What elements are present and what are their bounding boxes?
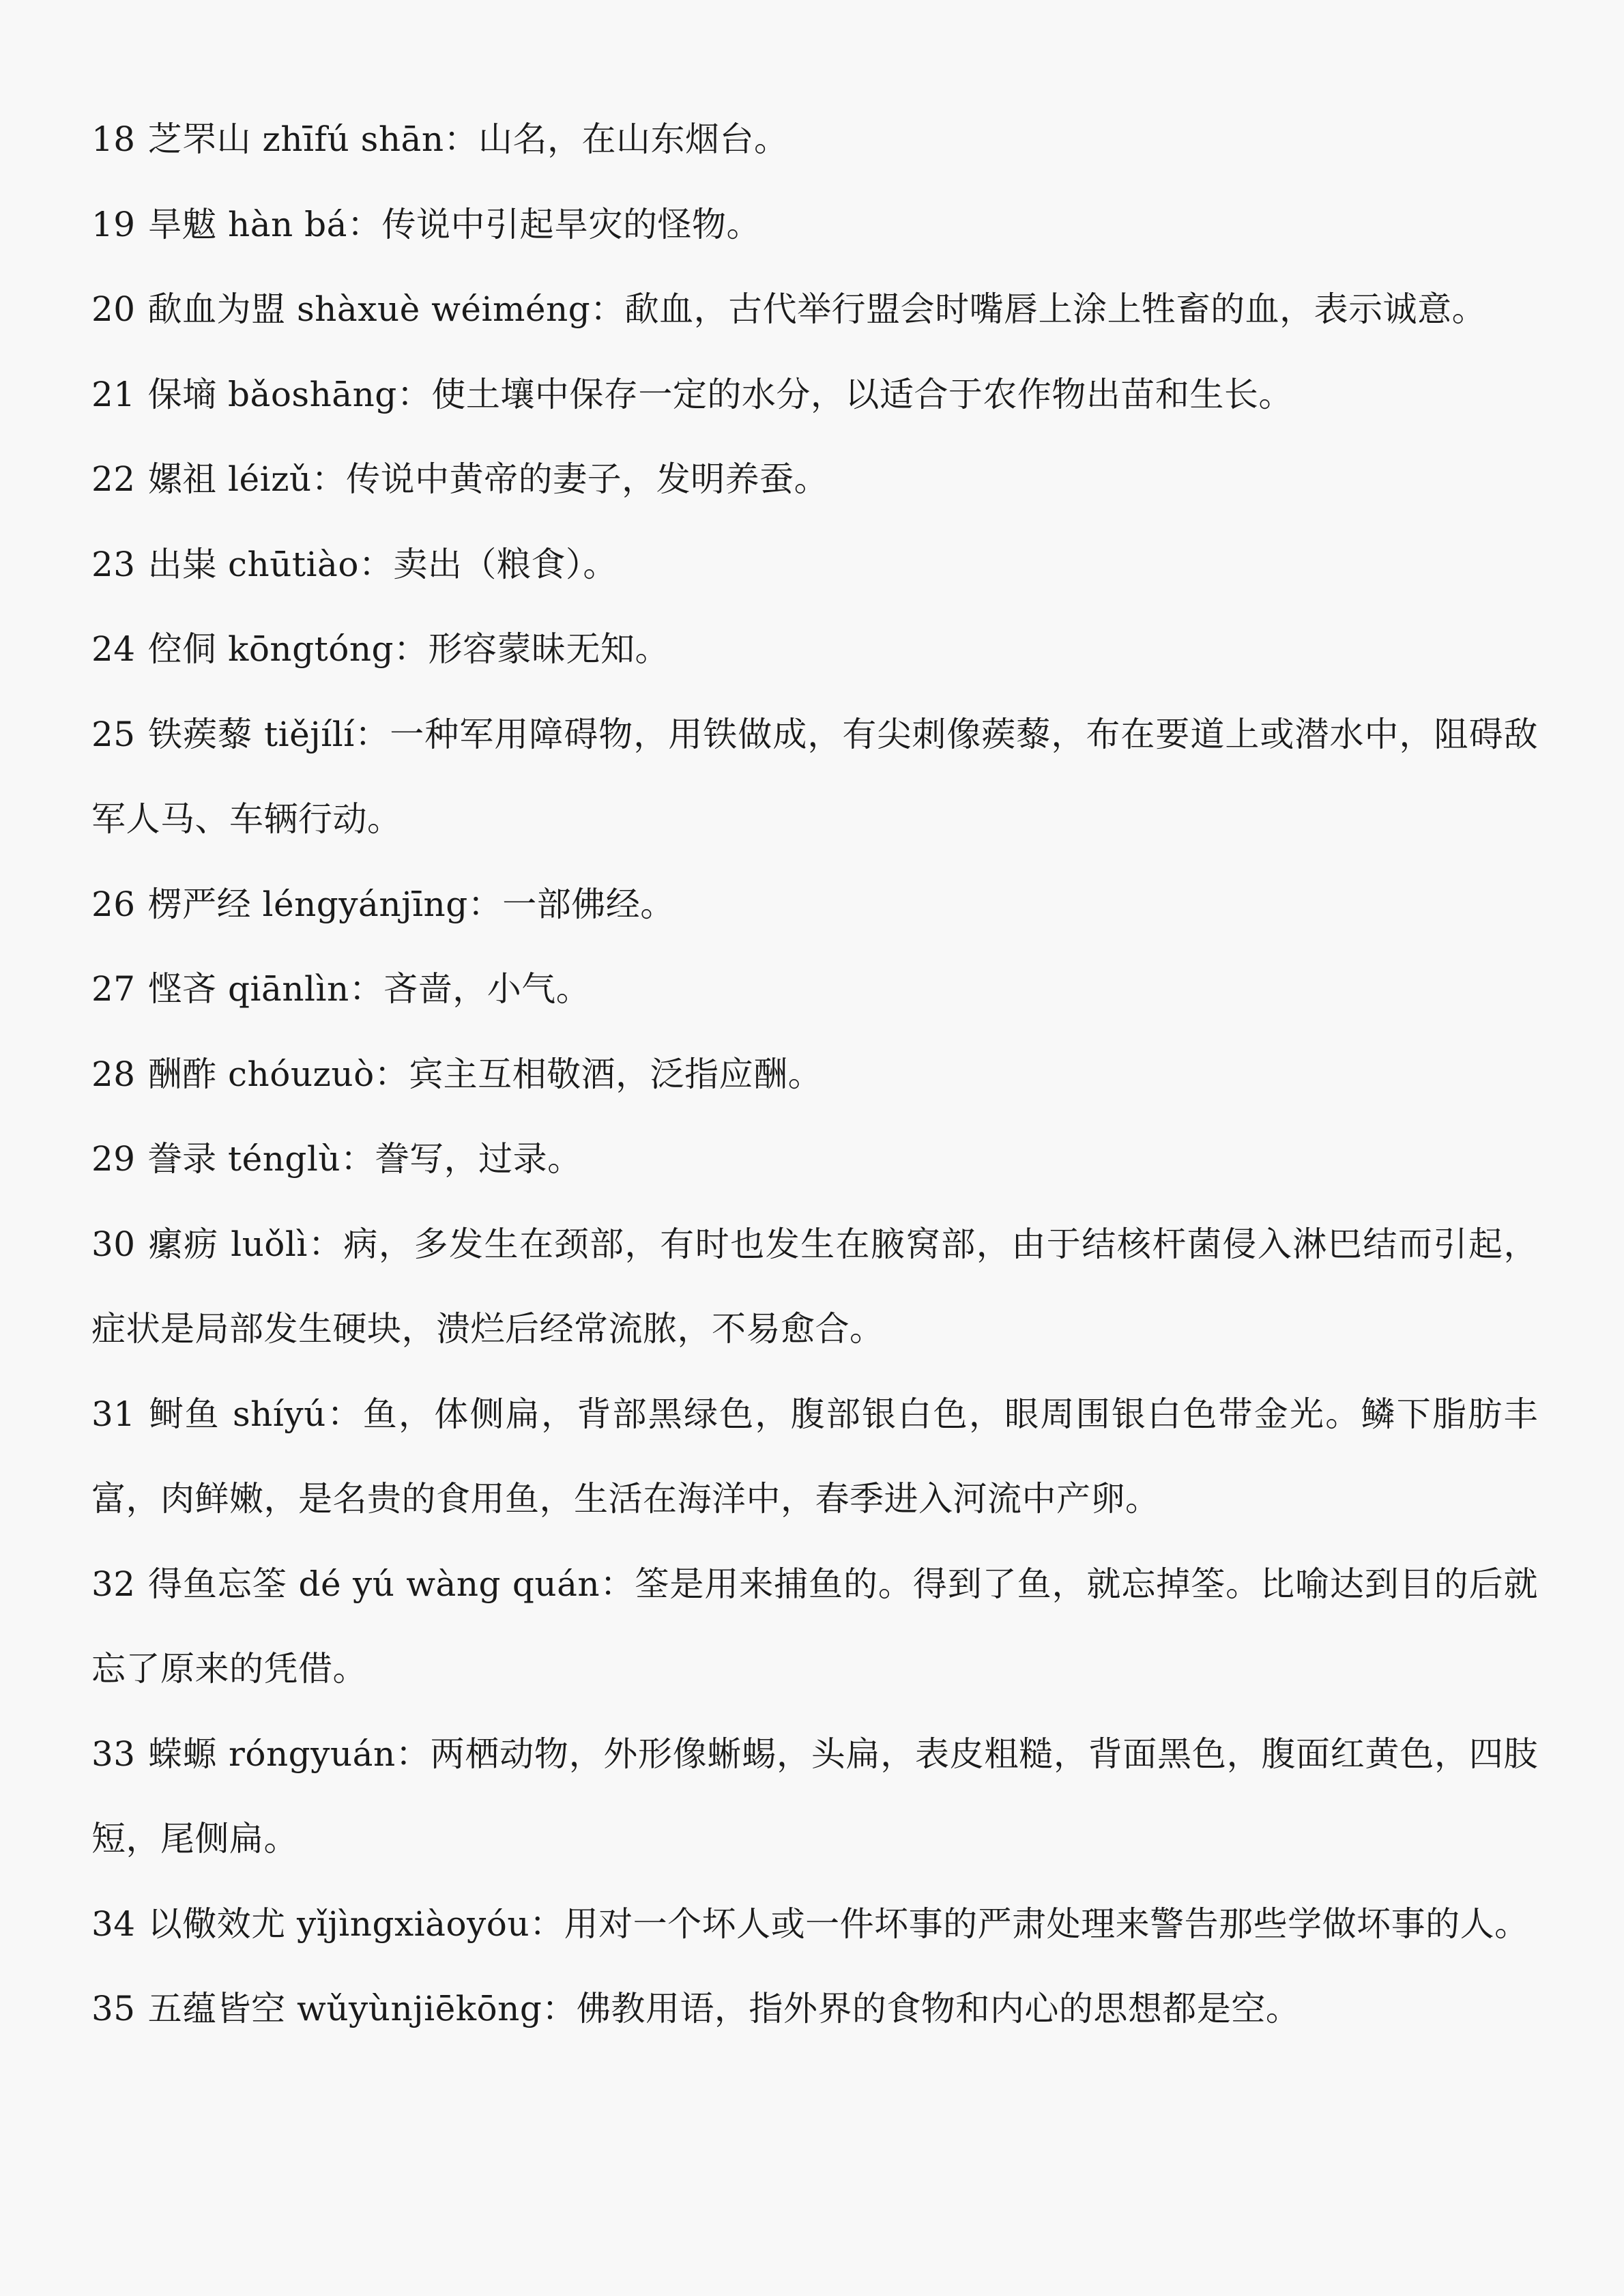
glossary-entry (91, 692, 1538, 862)
entry-text: 旱魃 hàn bá：传说中引起旱灾的怪物。 (147, 204, 761, 244)
entry-text: 以儆效尤 yǐjìngxiàoyóu：用对一个坏人或一件坏事的严肃处理来警告那些学做坏事的人。 (147, 1904, 1529, 1944)
entry-number: 27 (91, 969, 136, 1009)
entry-number: 23 (91, 544, 136, 584)
glossary-entry (91, 1032, 1538, 1117)
entry-number: 31 (91, 1394, 136, 1434)
entry-number: 29 (91, 1139, 136, 1179)
entry-number: 24 (91, 629, 136, 669)
entry-text: 歃血为盟 shàxuè wéiméng：歃血，古代举行盟会时嘴唇上涂上牲畜的血，表示诚意。 (147, 289, 1487, 329)
entry-number: 33 (91, 1734, 136, 1774)
glossary-entry (91, 1117, 1538, 1202)
entry-number: 18 (91, 119, 136, 159)
entry-text: 嫘祖 léizǔ：传说中黄帝的妻子，发明养蚕。 (147, 459, 829, 499)
entry-text: 出粜 chūtiào：卖出（粮食）。 (147, 544, 618, 584)
entry-number: 26 (91, 884, 136, 924)
glossary-entry (91, 862, 1538, 947)
glossary-entry (91, 1966, 1538, 2052)
entry-number: 25 (91, 714, 136, 754)
entry-number: 28 (91, 1054, 136, 1094)
glossary-entry (91, 1202, 1538, 1372)
entry-text: 悭吝 qiānlìn：吝啬，小气。 (147, 969, 591, 1009)
glossary-entry (91, 182, 1538, 268)
entry-number: 35 (91, 1989, 136, 2028)
entry-text: 蝾螈 róngyuán：两栖动物，外形像蜥蜴，头扁，表皮粗糙，背面黑色，腹面红黄色，四肢短，尾侧扁。 (91, 1734, 1538, 1859)
entry-number: 32 (91, 1564, 136, 1604)
entry-text: 保墒 bǎoshāng：使土壤中保存一定的水分，以适合于农作物出苗和生长。 (147, 374, 1293, 414)
entry-number: 30 (91, 1224, 136, 1264)
entry-text: 芝罘山 zhīfú shān：山名，在山东烟台。 (147, 119, 789, 159)
glossary-entry (91, 1882, 1538, 1967)
entry-number: 34 (91, 1904, 136, 1944)
entry-text: 鲥鱼 shíyú：鱼，体侧扁，背部黑绿色，腹部银白色，眼周围银白色带金光。鳞下脂肪丰富，肉鲜嫩，是名贵的食用鱼，生活在海洋中，春季进入河流中产卵。 (91, 1394, 1538, 1519)
glossary-entry (91, 607, 1538, 692)
entry-text: 酬酢 chóuzuò：宾主互相敬酒，泛指应酬。 (147, 1054, 823, 1094)
glossary-list (91, 97, 1538, 2052)
entry-number: 21 (91, 374, 136, 414)
entry-text: 誊录 ténglù：誊写，过录。 (147, 1139, 582, 1179)
glossary-entry (91, 947, 1538, 1032)
entry-text: 倥侗 kōngtóng：形容蒙昧无知。 (147, 629, 670, 669)
glossary-entry (91, 1372, 1538, 1542)
glossary-entry (91, 1712, 1538, 1882)
glossary-entry (91, 352, 1538, 437)
entry-text: 楞严经 léngyánjīng：一部佛经。 (147, 884, 675, 924)
entry-text: 铁蒺藜 tiějílí：一种军用障碍物，用铁做成，有尖刺像蒺藜，布在要道上或潜水中，阻碍敌军人马、车辆行动。 (91, 714, 1538, 839)
glossary-entry (91, 97, 1538, 182)
entry-number: 22 (91, 459, 136, 499)
entry-text: 得鱼忘筌 dé yú wàng quán：筌是用来捕鱼的。得到了鱼，就忘掉筌。比喻达到目的后就忘了原来的凭借。 (91, 1564, 1538, 1689)
entry-text: 瘰疬 luǒlì：病，多发生在颈部，有时也发生在腋窝部，由于结核杆菌侵入淋巴结而引起，症状是局部发生硬块，溃烂后经常流脓，不易愈合。 (91, 1224, 1538, 1349)
entry-number: 19 (91, 204, 136, 244)
entry-number: 20 (91, 289, 136, 329)
glossary-entry (91, 267, 1538, 352)
entry-text: 五蕴皆空 wǔyùnjiēkōng：佛教用语，指外界的食物和内心的思想都是空。 (147, 1989, 1301, 2028)
glossary-entry (91, 437, 1538, 522)
glossary-entry (91, 1542, 1538, 1712)
glossary-entry (91, 522, 1538, 607)
